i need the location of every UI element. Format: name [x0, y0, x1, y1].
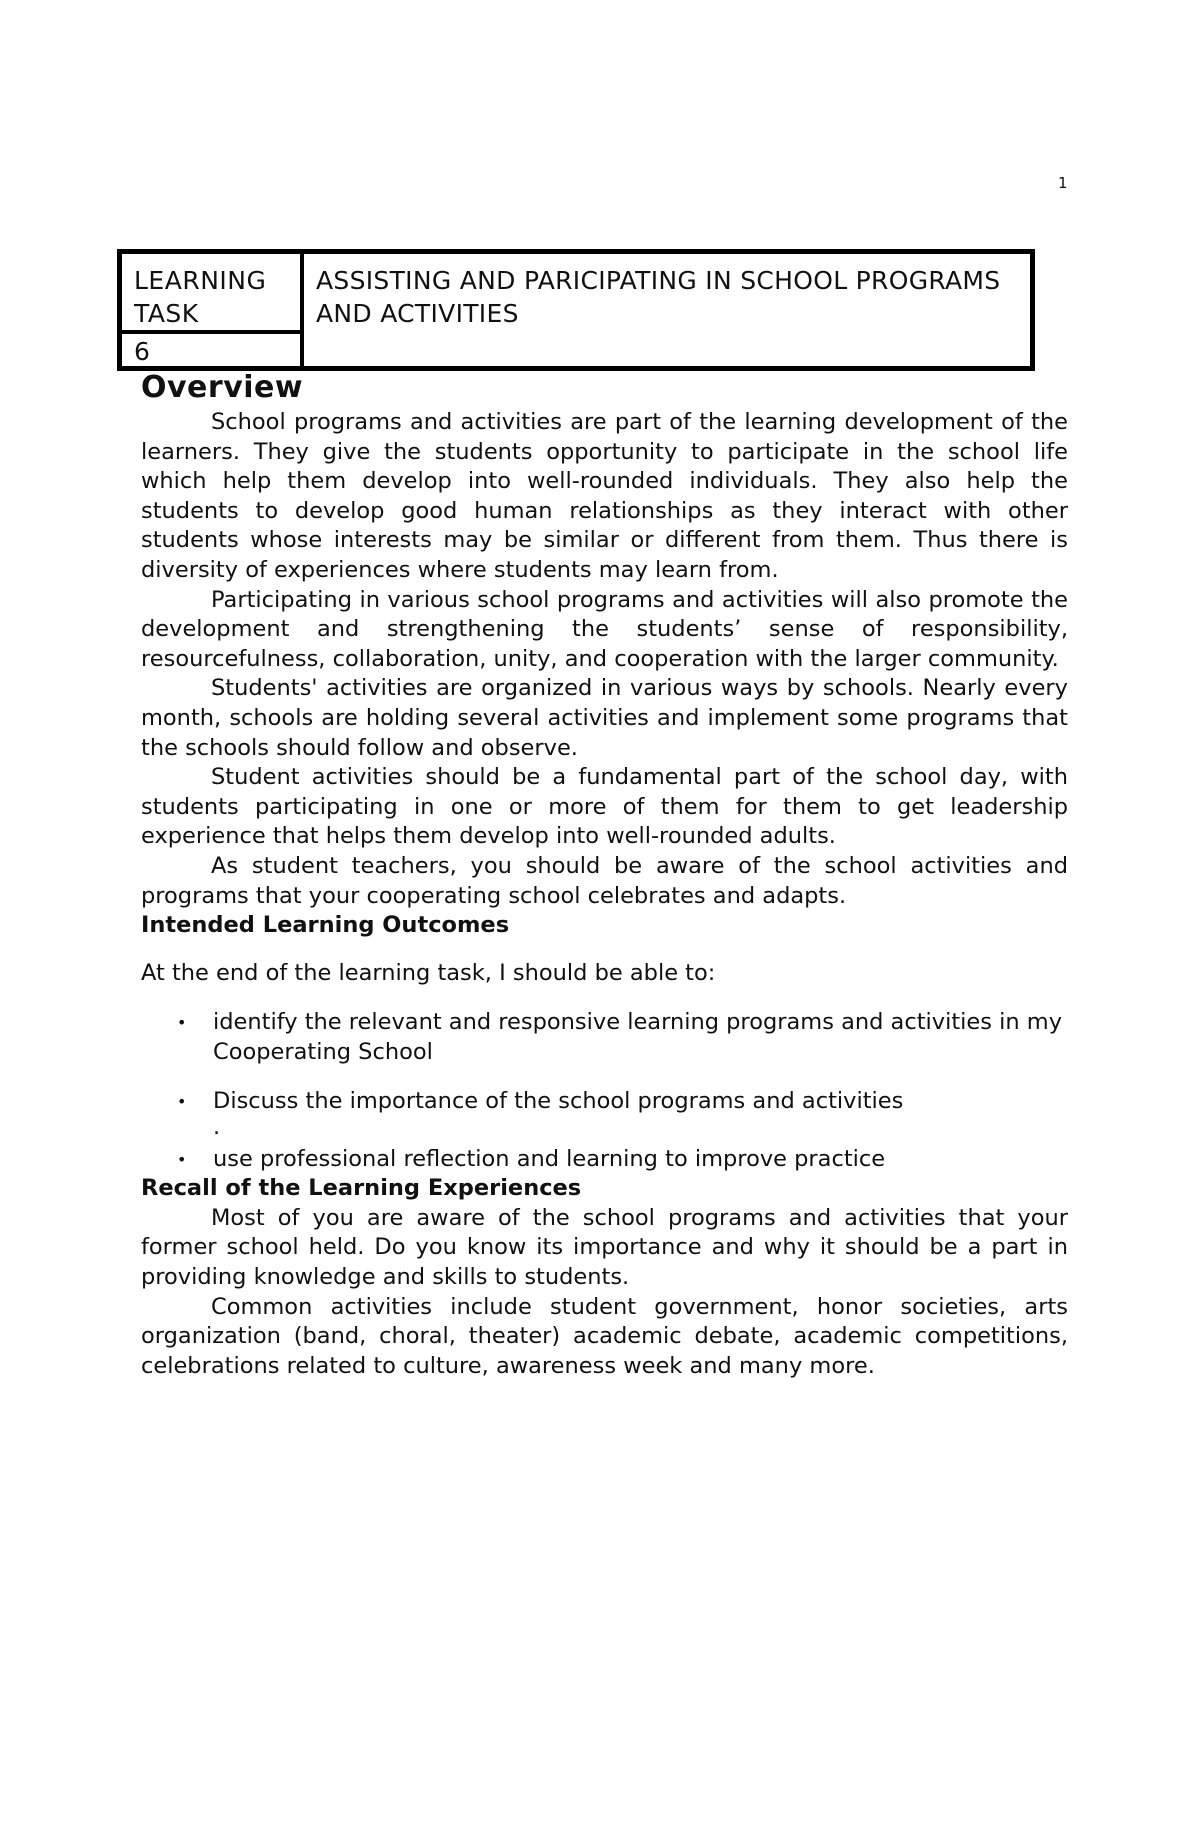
recall-heading: Recall of the Learning Experiences [141, 1175, 582, 1202]
overview-paragraph: As student teachers, you should be aware of the school activities and programs that your cooperating school celebrates and adapts. [141, 852, 1068, 909]
outcome-text: identify the relevant and responsive learning programs and activities in my Cooperating School [213, 1009, 1063, 1065]
overview-paragraph: School programs and activities are part of the learning development of the learners. They give the students opportunity to participate in the school life which help them develop into well-rounded individuals. They also help the students to develop good human relationships as they interact with other students whose interests may be similar or different from them. Thus there is diversity of experiences where students may learn from. [141, 409, 1068, 583]
list-item [141, 1008, 1068, 1067]
page-number: 1 [1058, 174, 1068, 192]
overview-heading: Overview [141, 370, 304, 405]
document-body [141, 368, 1068, 1381]
learning-task-number: 6 [122, 334, 304, 371]
bullet-icon: • [177, 1013, 187, 1033]
intended-outcomes-heading: Intended Learning Outcomes [141, 912, 510, 939]
overview-paragraph: Participating in various school programs and activities will also promote the development and strengthening the students’ sense of responsibility, resourcefulness, collaboration, unity, and cooperation with the larger community. [141, 586, 1068, 672]
stray-mark: . [213, 1114, 221, 1141]
intended-outcomes-intro: At the end of the learning task, I should be able to: [141, 959, 716, 986]
learning-task-header-table [117, 249, 1035, 371]
bullet-icon: • [177, 1149, 187, 1169]
overview-paragraph: Students' activities are organized in various ways by schools. Nearly every month, schools are holding several activities and implement some programs that the schools should follow and observe. [141, 675, 1068, 761]
outcomes-list [141, 1008, 1068, 1174]
list-item [141, 1145, 1068, 1175]
outcome-text: Discuss the importance of the school programs and activities [213, 1088, 904, 1115]
overview-paragraph: Student activities should be a fundamental part of the school day, with students participating in one or more of them for them to get leadership experience that helps them develop into well-rounded adults. [141, 764, 1068, 850]
learning-task-title: ASSISTING AND PARICIPATING IN SCHOOL PROGRAMS AND ACTIVITIES [316, 266, 1001, 328]
outcome-text: use professional reflection and learning to improve practice [213, 1145, 886, 1172]
learning-task-label: LEARNING TASK [122, 254, 304, 334]
bullet-icon: • [177, 1092, 187, 1112]
recall-paragraph: Most of you are aware of the school programs and activities that your former school held. Do you know its importance and why it should be a part in providing knowledge and skills to students. [141, 1204, 1068, 1291]
recall-paragraph: Common activities include student government, honor societies, arts organization (band, choral, theater) academic debate, academic competitions, celebrations related to culture, awareness week and many more. [141, 1293, 1068, 1379]
